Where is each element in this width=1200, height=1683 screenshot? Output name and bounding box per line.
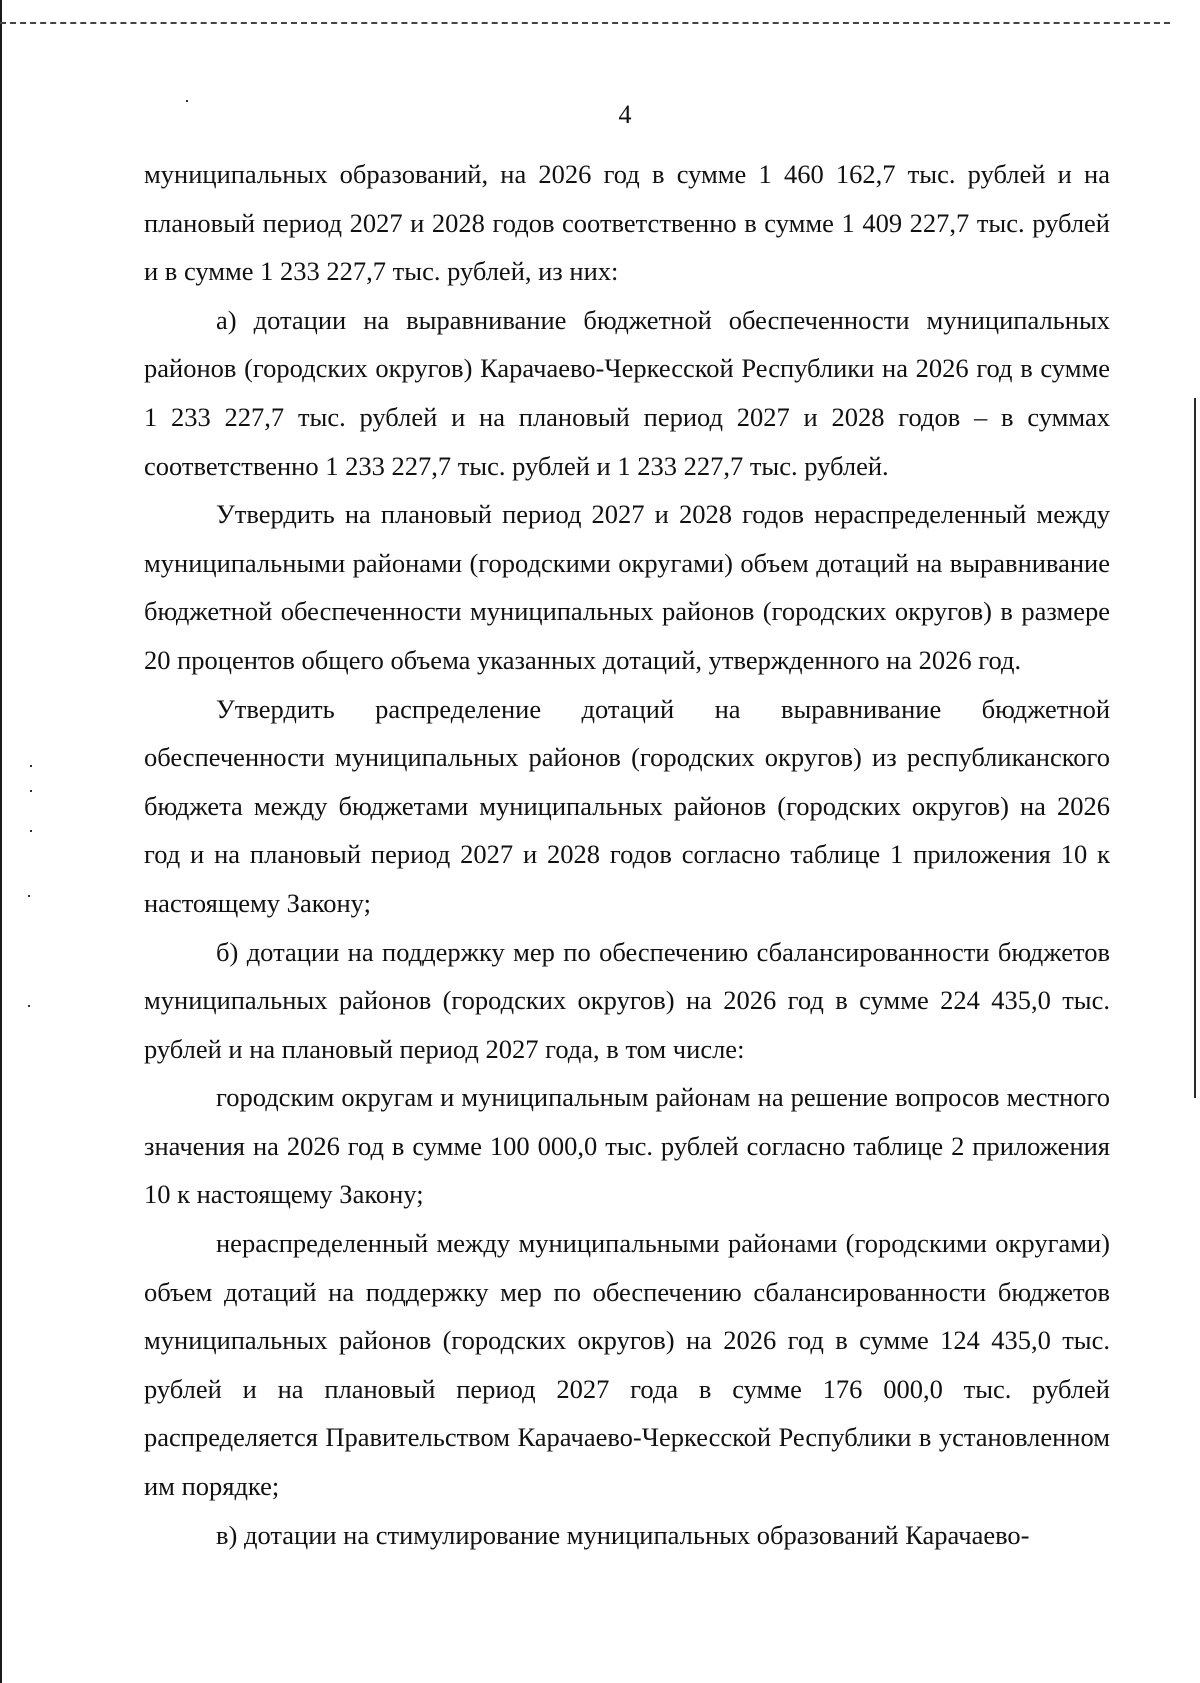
paragraph-local-issues: городским округам и муниципальным районам на решение вопросов местного значения на 2026 год в сумме 100 000,0 тыс. рублей согласно таблице 2 приложения 10 к настоящему Закону; [144, 1082, 1110, 1210]
paragraph-item-b: б) дотации на поддержку мер по обеспечению сбалансированности бюджетов муниципальных районов (городских округов) на 2026 год в сумме 224 435,0 тыс. рублей и на плановый период 2027 года, в том числе: [144, 936, 1110, 1064]
paragraph-continuation: муниципальных образований, на 2026 год в сумме 1 460 162,7 тыс. рублей и на плановый период 2027 и 2028 годов соответственно в сумме 1 409 227,7 тыс. рублей и в сумме 1 233 227,7 тыс. рублей, из них: [144, 159, 1110, 287]
paragraph-approve-distribution: Утвердить распределение дотаций на выравнивание бюджетной обеспеченности муниципальных районов (городских округов) из республиканского бюджета между бюджетами муниципальных районов (городских округов) на 2026 год и на плановый период 2027 и 2028 годов согласно таблице 1 приложения 10 к настоящему Закону; [144, 693, 1110, 918]
scan-speck [30, 765, 32, 767]
paragraph-approve-undistributed: Утвердить на плановый период 2027 и 2028 годов нераспределенный между муниципальными районами (городскими округами) объем дотаций на выравнивание бюджетной обеспеченности муниципальных районов (городских округов) в размере 20 процентов общего объема указанных дотаций, утвержденного на 2026 год. [144, 499, 1110, 675]
scan-speck [30, 830, 32, 832]
scan-top-edge [0, 22, 1170, 24]
paragraph-item-a: а) дотации на выравнивание бюджетной обеспеченности муниципальных районов (городских округов) Карачаево-Черкесской Республики на 2026 год в сумме 1 233 227,7 тыс. рублей и на плановый период 2027 и 2028 годов – в суммах соответственно 1 233 227,7 тыс. рублей и 1 233 227,7 тыс. рублей. [144, 304, 1110, 481]
page-number: 4 [618, 100, 632, 129]
scan-speck [28, 1005, 30, 1007]
scan-right-edge [1194, 398, 1196, 1098]
paragraph-item-v: в) дотации на стимулирование муниципальных образований Карачаево- [216, 1519, 1030, 1550]
scan-left-edge [0, 0, 2, 1683]
document-body [144, 150, 1110, 1559]
scan-speck [30, 790, 32, 792]
scan-speck [28, 895, 30, 897]
paragraph-undistributed-balance: нераспределенный между муниципальными районами (городскими округами) объем дотаций на поддержку мер по обеспечению сбалансированности бюджетов муниципальных районов (городских округов) на 2026 год в сумме 124 435,0 тыс. рублей и на плановый период 2027 года в сумме 176 000,0 тыс. рублей распределяется Правительством Карачаево-Черкесской Республики в установленном им порядке; [144, 1228, 1110, 1502]
